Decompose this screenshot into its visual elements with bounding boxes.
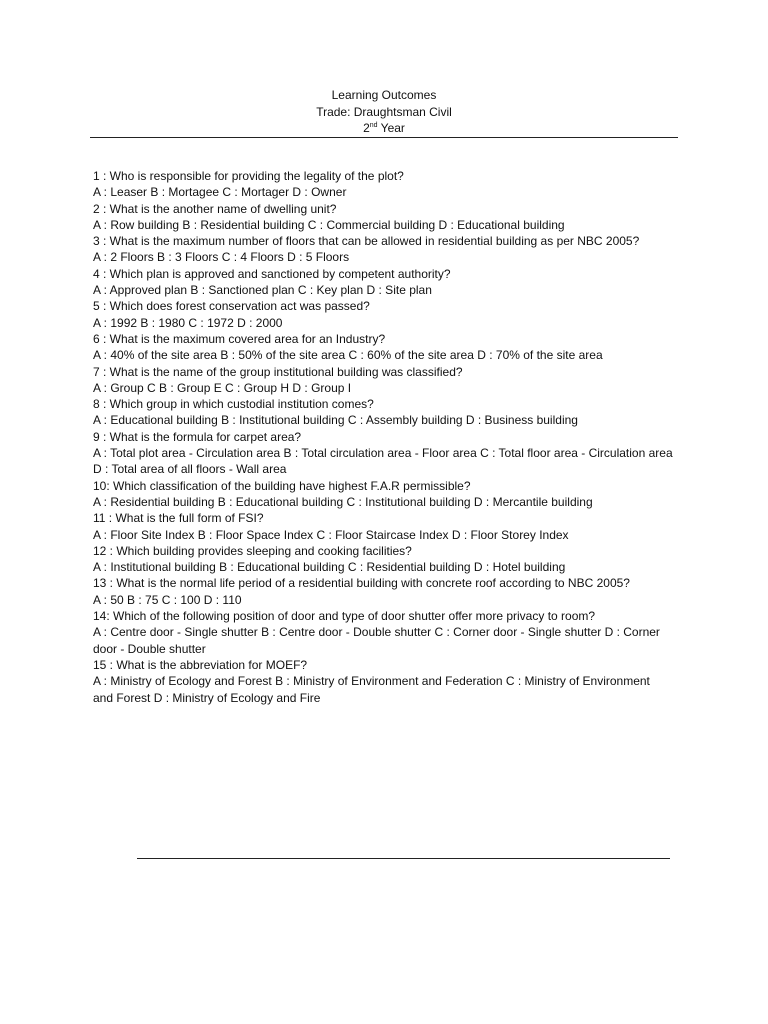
question-text: 11 : What is the full form of FSI? [93, 511, 264, 526]
year-suffix: nd [369, 122, 378, 129]
question-text: 1 : Who is responsible for providing the legality of the plot? [93, 169, 404, 183]
answer-options: A : Centre door - Single shutter B : Centre door - Double shutter C : Corner door - Single shutter D : Corner door - Double shutter [93, 625, 660, 656]
question-text: 3 : What is the maximum number of floors that can be allowed in residential building as per NBC 2005? [93, 234, 640, 249]
answer-options: A : Group C B : Group E C : Group H D : Group I [93, 380, 352, 395]
document-header [90, 87, 678, 137]
question-text: 13 : What is the normal life period of a residential building with concrete roof according to NBC 2005? [93, 576, 630, 591]
year-word: Year [377, 121, 405, 135]
question-text: 6 : What is the maximum covered area for an Industry? [93, 331, 386, 346]
trade-line: Trade: Draughtsman Civil [316, 104, 452, 119]
question-text: 7 : What is the name of the group institutional building was classified? [93, 364, 463, 379]
answer-options: A : Floor Site Index B : Floor Space Index C : Floor Staircase Index D : Floor Storey Index [93, 527, 569, 542]
year-line [90, 120, 678, 137]
answer-options: A : Residential building B : Educational building C : Institutional building D : Mercantile building [93, 494, 593, 509]
answer-options: A : Total plot area - Circulation area B : Total circulation area - Floor area C : Total floor area - Circulation area D : Total area of all floors - Wall area [93, 446, 673, 477]
answer-options: A : Ministry of Ecology and Forest B : Ministry of Environment and Federation C : Ministry of Environment and Forest D : Ministry of Ecology and Fire [93, 674, 650, 705]
question-text: 10: Which classification of the building have highest F.A.R permissible? [93, 478, 471, 493]
question-text: 8 : Which group in which custodial institution comes? [93, 397, 374, 412]
header-divider [90, 137, 678, 138]
answer-options: A : 2 Floors B : 3 Floors C : 4 Floors D : 5 Floors [93, 250, 350, 265]
answer-options: A : Educational building B : Institutional building C : Assembly building D : Business building [93, 413, 578, 428]
question-text: 12 : Which building provides sleeping and cooking facilities? [93, 543, 412, 558]
question-text: 2 : What is the another name of dwelling unit? [93, 201, 337, 216]
question-text: 15 : What is the abbreviation for MOEF? [93, 657, 308, 672]
answer-options: A : Leaser B : Mortagee C : Mortager D : Owner [93, 185, 347, 200]
answer-options: A : 40% of the site area B : 50% of the site area C : 60% of the site area D : 70% of the site area [93, 348, 603, 363]
footer-divider [137, 858, 670, 859]
year-number: 2 [363, 121, 370, 135]
answer-options: A : 50 B : 75 C : 100 D : 110 [93, 592, 242, 607]
answer-options: A : Row building B : Residential building C : Commercial building D : Educational building [93, 217, 565, 232]
question-text: 5 : Which does forest conservation act was passed? [93, 299, 370, 314]
question-text: 9 : What is the formula for carpet area? [93, 429, 302, 444]
answer-options: A : Institutional building B : Educational building C : Residential building D : Hotel building [93, 560, 566, 575]
answer-options: A : 1992 B : 1980 C : 1972 D : 2000 [93, 315, 283, 330]
document-title: Learning Outcomes [331, 88, 437, 102]
question-list [93, 168, 673, 706]
answer-options: A : Approved plan B : Sanctioned plan C : Key plan D : Site plan [93, 283, 432, 298]
question-text: 14: Which of the following position of door and type of door shutter offer more privacy to room? [93, 609, 596, 624]
question-text: 4 : Which plan is approved and sanctioned by competent authority? [93, 266, 451, 281]
